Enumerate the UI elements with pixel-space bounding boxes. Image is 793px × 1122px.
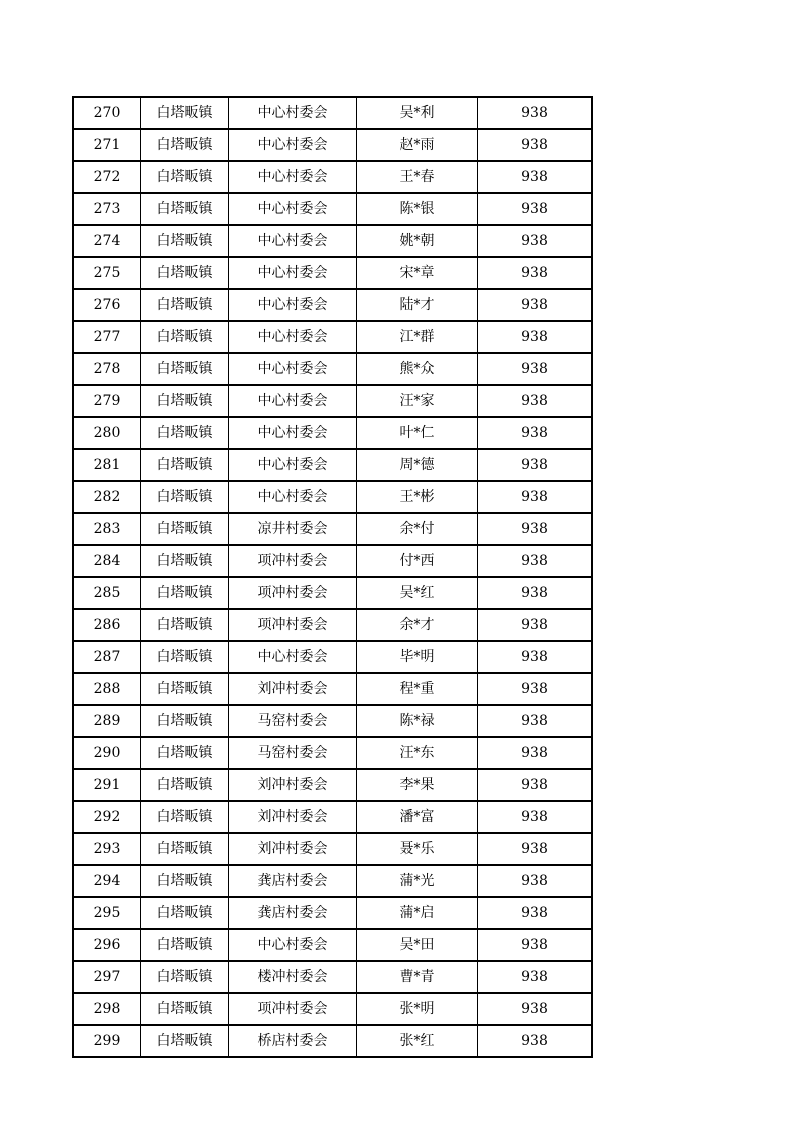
cell-amount: 938: [478, 801, 593, 833]
cell-person-name: 毕*明: [357, 641, 478, 673]
cell-person-name: 江*群: [357, 321, 478, 353]
cell-person-name: 熊*众: [357, 353, 478, 385]
cell-town: 白塔畈镇: [141, 193, 229, 225]
cell-amount: 938: [478, 865, 593, 897]
cell-serial-number: 283: [73, 513, 141, 545]
cell-serial-number: 287: [73, 641, 141, 673]
cell-town: 白塔畈镇: [141, 577, 229, 609]
cell-serial-number: 298: [73, 993, 141, 1025]
cell-person-name: 叶*仁: [357, 417, 478, 449]
cell-town: 白塔畈镇: [141, 257, 229, 289]
cell-serial-number: 272: [73, 161, 141, 193]
cell-village-committee: 马窑村委会: [229, 737, 357, 769]
cell-town: 白塔畈镇: [141, 417, 229, 449]
cell-person-name: 王*彬: [357, 481, 478, 513]
cell-serial-number: 284: [73, 545, 141, 577]
cell-person-name: 李*果: [357, 769, 478, 801]
cell-village-committee: 中心村委会: [229, 353, 357, 385]
cell-person-name: 曹*青: [357, 961, 478, 993]
cell-serial-number: 296: [73, 929, 141, 961]
table-row: [73, 129, 592, 161]
cell-amount: 938: [478, 609, 593, 641]
cell-village-committee: 中心村委会: [229, 641, 357, 673]
table-row: [73, 769, 592, 801]
cell-town: 白塔畈镇: [141, 705, 229, 737]
cell-village-committee: 马窑村委会: [229, 705, 357, 737]
cell-serial-number: 295: [73, 897, 141, 929]
cell-village-committee: 中心村委会: [229, 193, 357, 225]
cell-amount: 938: [478, 385, 593, 417]
cell-serial-number: 294: [73, 865, 141, 897]
cell-town: 白塔畈镇: [141, 993, 229, 1025]
cell-village-committee: 龚店村委会: [229, 897, 357, 929]
cell-amount: 938: [478, 193, 593, 225]
cell-village-committee: 中心村委会: [229, 257, 357, 289]
cell-town: 白塔畈镇: [141, 641, 229, 673]
cell-serial-number: 286: [73, 609, 141, 641]
cell-village-committee: 中心村委会: [229, 225, 357, 257]
cell-amount: 938: [478, 417, 593, 449]
cell-serial-number: 299: [73, 1025, 141, 1057]
cell-person-name: 宋*章: [357, 257, 478, 289]
cell-village-committee: 凉井村委会: [229, 513, 357, 545]
cell-village-committee: 中心村委会: [229, 481, 357, 513]
cell-amount: 938: [478, 321, 593, 353]
cell-village-committee: 项冲村委会: [229, 545, 357, 577]
cell-town: 白塔畈镇: [141, 865, 229, 897]
cell-person-name: 汪*家: [357, 385, 478, 417]
cell-person-name: 吴*红: [357, 577, 478, 609]
cell-person-name: 陈*禄: [357, 705, 478, 737]
cell-serial-number: 290: [73, 737, 141, 769]
cell-town: 白塔畈镇: [141, 769, 229, 801]
cell-amount: 938: [478, 673, 593, 705]
table-row: [73, 257, 592, 289]
roster-table-body: [73, 97, 592, 1057]
cell-person-name: 陈*银: [357, 193, 478, 225]
cell-village-committee: 中心村委会: [229, 417, 357, 449]
cell-serial-number: 281: [73, 449, 141, 481]
cell-amount: 938: [478, 481, 593, 513]
cell-town: 白塔畈镇: [141, 801, 229, 833]
cell-serial-number: 293: [73, 833, 141, 865]
cell-village-committee: 刘冲村委会: [229, 833, 357, 865]
cell-village-committee: 中心村委会: [229, 161, 357, 193]
cell-serial-number: 273: [73, 193, 141, 225]
cell-village-committee: 中心村委会: [229, 929, 357, 961]
cell-serial-number: 275: [73, 257, 141, 289]
cell-village-committee: 楼冲村委会: [229, 961, 357, 993]
table-row: [73, 545, 592, 577]
table-row: [73, 289, 592, 321]
table-row: [73, 1025, 592, 1057]
cell-person-name: 周*德: [357, 449, 478, 481]
cell-amount: 938: [478, 97, 593, 129]
cell-amount: 938: [478, 641, 593, 673]
cell-serial-number: 276: [73, 289, 141, 321]
cell-person-name: 吴*田: [357, 929, 478, 961]
cell-amount: 938: [478, 545, 593, 577]
cell-amount: 938: [478, 577, 593, 609]
cell-serial-number: 289: [73, 705, 141, 737]
cell-amount: 938: [478, 833, 593, 865]
cell-serial-number: 288: [73, 673, 141, 705]
cell-town: 白塔畈镇: [141, 737, 229, 769]
cell-serial-number: 274: [73, 225, 141, 257]
cell-town: 白塔畈镇: [141, 129, 229, 161]
cell-serial-number: 271: [73, 129, 141, 161]
cell-village-committee: 项冲村委会: [229, 609, 357, 641]
cell-town: 白塔畈镇: [141, 449, 229, 481]
cell-serial-number: 280: [73, 417, 141, 449]
cell-person-name: 陆*才: [357, 289, 478, 321]
cell-amount: 938: [478, 225, 593, 257]
cell-amount: 938: [478, 161, 593, 193]
table-row: [73, 161, 592, 193]
cell-serial-number: 292: [73, 801, 141, 833]
cell-serial-number: 277: [73, 321, 141, 353]
cell-amount: 938: [478, 769, 593, 801]
cell-village-committee: 中心村委会: [229, 97, 357, 129]
cell-town: 白塔畈镇: [141, 545, 229, 577]
cell-village-committee: 刘冲村委会: [229, 673, 357, 705]
cell-serial-number: 291: [73, 769, 141, 801]
cell-village-committee: 中心村委会: [229, 321, 357, 353]
table-row: [73, 513, 592, 545]
table-row: [73, 929, 592, 961]
cell-person-name: 张*红: [357, 1025, 478, 1057]
table-row: [73, 97, 592, 129]
cell-person-name: 姚*朝: [357, 225, 478, 257]
cell-person-name: 蒲*启: [357, 897, 478, 929]
cell-amount: 938: [478, 1025, 593, 1057]
table-row: [73, 481, 592, 513]
table-row: [73, 641, 592, 673]
table-row: [73, 609, 592, 641]
cell-town: 白塔畈镇: [141, 97, 229, 129]
cell-town: 白塔畈镇: [141, 929, 229, 961]
table-row: [73, 417, 592, 449]
cell-person-name: 聂*乐: [357, 833, 478, 865]
table-row: [73, 833, 592, 865]
cell-village-committee: 项冲村委会: [229, 577, 357, 609]
cell-amount: 938: [478, 257, 593, 289]
cell-town: 白塔畈镇: [141, 225, 229, 257]
cell-person-name: 余*才: [357, 609, 478, 641]
cell-person-name: 潘*富: [357, 801, 478, 833]
table-row: [73, 321, 592, 353]
cell-amount: 938: [478, 449, 593, 481]
cell-amount: 938: [478, 289, 593, 321]
cell-person-name: 王*春: [357, 161, 478, 193]
cell-person-name: 汪*东: [357, 737, 478, 769]
cell-village-committee: 刘冲村委会: [229, 769, 357, 801]
cell-amount: 938: [478, 129, 593, 161]
cell-person-name: 程*重: [357, 673, 478, 705]
table-row: [73, 193, 592, 225]
roster-table: [72, 96, 593, 1058]
cell-person-name: 张*明: [357, 993, 478, 1025]
cell-serial-number: 278: [73, 353, 141, 385]
cell-town: 白塔畈镇: [141, 385, 229, 417]
cell-town: 白塔畈镇: [141, 289, 229, 321]
cell-town: 白塔畈镇: [141, 1025, 229, 1057]
cell-amount: 938: [478, 353, 593, 385]
cell-village-committee: 桥店村委会: [229, 1025, 357, 1057]
cell-town: 白塔畈镇: [141, 513, 229, 545]
cell-person-name: 赵*雨: [357, 129, 478, 161]
cell-serial-number: 297: [73, 961, 141, 993]
cell-village-committee: 项冲村委会: [229, 993, 357, 1025]
cell-town: 白塔畈镇: [141, 609, 229, 641]
cell-village-committee: 中心村委会: [229, 385, 357, 417]
table-row: [73, 353, 592, 385]
cell-town: 白塔畈镇: [141, 961, 229, 993]
cell-amount: 938: [478, 961, 593, 993]
cell-amount: 938: [478, 897, 593, 929]
table-row: [73, 993, 592, 1025]
cell-person-name: 余*付: [357, 513, 478, 545]
cell-amount: 938: [478, 705, 593, 737]
cell-town: 白塔畈镇: [141, 353, 229, 385]
table-row: [73, 449, 592, 481]
cell-town: 白塔畈镇: [141, 897, 229, 929]
table-row: [73, 897, 592, 929]
cell-serial-number: 282: [73, 481, 141, 513]
cell-serial-number: 279: [73, 385, 141, 417]
cell-village-committee: 刘冲村委会: [229, 801, 357, 833]
cell-person-name: 吴*利: [357, 97, 478, 129]
table-row: [73, 577, 592, 609]
cell-town: 白塔畈镇: [141, 673, 229, 705]
table-row: [73, 385, 592, 417]
cell-serial-number: 285: [73, 577, 141, 609]
table-row: [73, 961, 592, 993]
cell-person-name: 蒲*光: [357, 865, 478, 897]
table-row: [73, 705, 592, 737]
table-row: [73, 865, 592, 897]
table-row: [73, 801, 592, 833]
cell-town: 白塔畈镇: [141, 481, 229, 513]
cell-person-name: 付*西: [357, 545, 478, 577]
cell-amount: 938: [478, 929, 593, 961]
cell-village-committee: 中心村委会: [229, 289, 357, 321]
cell-town: 白塔畈镇: [141, 321, 229, 353]
cell-serial-number: 270: [73, 97, 141, 129]
cell-village-committee: 龚店村委会: [229, 865, 357, 897]
cell-amount: 938: [478, 513, 593, 545]
table-row: [73, 737, 592, 769]
cell-town: 白塔畈镇: [141, 833, 229, 865]
cell-amount: 938: [478, 993, 593, 1025]
cell-amount: 938: [478, 737, 593, 769]
cell-town: 白塔畈镇: [141, 161, 229, 193]
table-row: [73, 225, 592, 257]
cell-village-committee: 中心村委会: [229, 449, 357, 481]
cell-village-committee: 中心村委会: [229, 129, 357, 161]
table-row: [73, 673, 592, 705]
